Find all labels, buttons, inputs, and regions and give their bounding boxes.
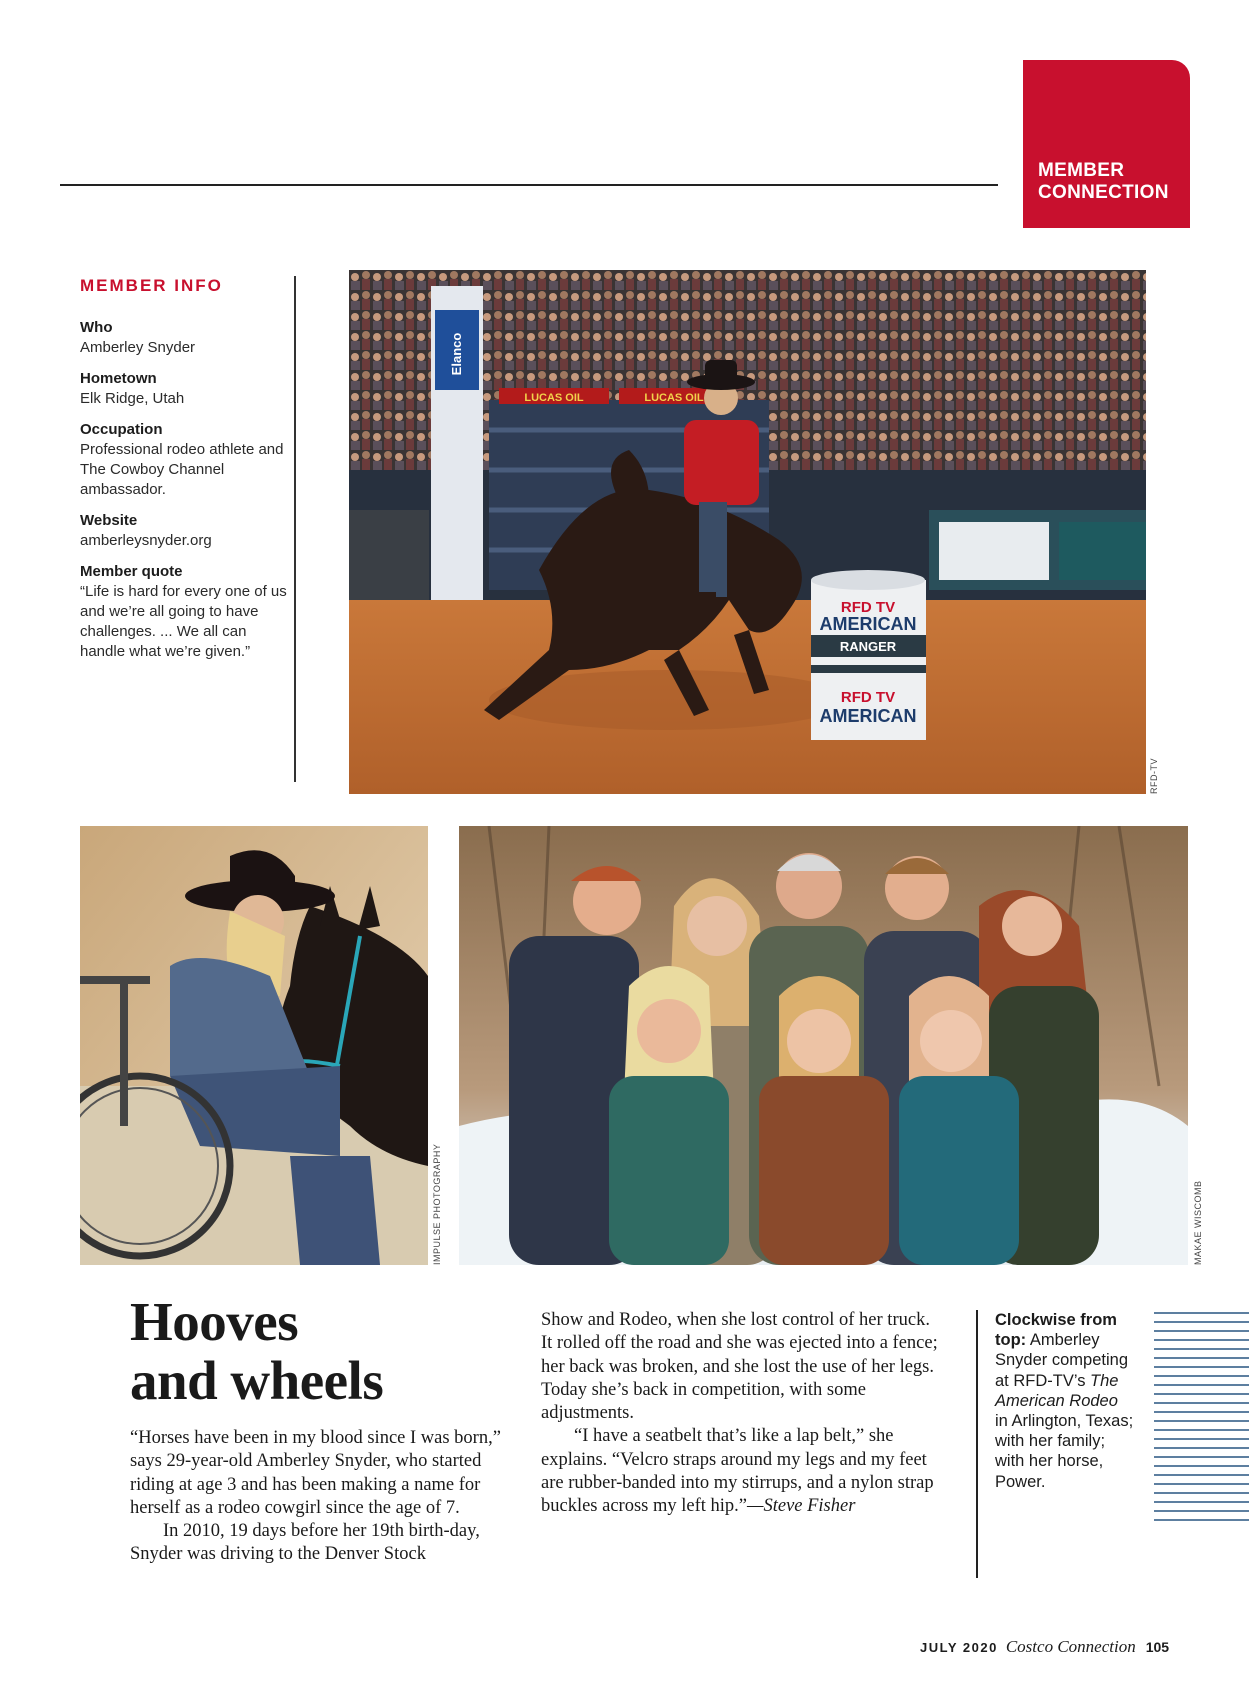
website-label: Website [80,512,138,529]
caption-italic: The American Rodeo [995,1371,1119,1410]
article-column-2 [541,1309,941,1519]
photo-caption [995,1310,1135,1492]
caption-divider [976,1310,978,1578]
family-photo-credit: MAKAE WISCOMB [1193,1180,1203,1265]
article-paragraph: Show and Rodeo, when she lost control of her truck. It rolled off the road and she was ejected into a fence; her back was broken, and she lost the use of her legs. Today she’s back in competition, with some adjustments. [541,1310,938,1424]
barrel [811,570,926,740]
footer-magazine: Costco Connection [1005,1637,1136,1656]
member-info-heading: MEMBER INFO [80,276,223,295]
family-front-row [609,966,1019,1265]
svg-text:AMERICAN: AMERICAN [819,706,917,726]
rodeo-photo-credit: RFD-TV [1149,758,1159,794]
website-value: amberleysnyder.org [80,532,212,549]
top-rule [60,184,998,186]
svg-text:RANGER: RANGER [839,639,897,654]
article-paragraph [541,1425,941,1518]
article-quote: “I have a seatbelt that’s like a lap belt,” she explains. “Velcro straps around my legs and my feet are rubber-banded into my stirrups, and a nylon strap buckles across my left hip.” [541,1426,934,1517]
article-paragraph: “Horses have been in my blood since I was born,” says 29-year-old Amberley Snyder, who started riding at age 3 and has been making a name for herself as a rodeo cowgirl since the age of 7. [130,1428,501,1518]
section-tab-line2: CONNECTION [1038,182,1169,203]
svg-text:RFD TV: RFD TV [840,689,896,706]
article-paragraph: In 2010, 19 days before her 19th birth-day, Snyder was driving to the Denver Stock [130,1521,480,1565]
caption-text-1: Amberley Snyder competing at RFD-TV’s [995,1331,1128,1390]
sign-text: Elanco [449,332,464,376]
svg-text:AMERICAN: AMERICAN [819,614,917,634]
svg-text:RFD TV: RFD TV [840,599,896,616]
rodeo-photo [349,270,1146,794]
hometown-label: Hometown [80,370,157,387]
section-tab [1023,60,1190,228]
member-quote-label: Member quote [80,563,183,580]
occupation-value: Professional rodeo athlete and The Cowboy Channel ambassador. [80,441,284,498]
who-value: Amberley Snyder [80,339,196,356]
banner-text: LUCAS OIL [524,392,584,404]
caption-text-2: in Arlington, Texas; with her family; with her horse, Power. [995,1412,1134,1491]
decorative-stripes [1154,1312,1249,1524]
occupation-label: Occupation [80,421,163,438]
hometown-value: Elk Ridge, Utah [80,390,185,407]
footer-page-number: 105 [1145,1639,1170,1655]
family-photo [459,826,1188,1265]
article-headline [130,1292,450,1410]
footer-month: JULY 2020 [920,1640,998,1655]
sidebar-divider [294,276,296,782]
who-label: Who [80,319,113,336]
member-info-sidebar [80,276,295,673]
horse-photo-credit: IMPULSE PHOTOGRAPHY [432,1143,442,1265]
headline-line1: Hooves [130,1291,299,1352]
banner-text-2: LUCAS OIL [644,392,704,404]
headline-line2: and wheels [130,1350,384,1411]
page-footer [920,1637,1169,1657]
section-tab-line1: MEMBER [1038,160,1125,181]
caption-lead: Clockwise from top: [995,1311,1117,1350]
member-quote-value: “Life is hard for every one of us and we’re all going to have challenges. ... We all can handle what we’re given.” [80,583,287,660]
article-column-1 [130,1427,520,1567]
article-byline: —Steve Fisher [747,1496,856,1517]
horse-photo [80,826,428,1265]
